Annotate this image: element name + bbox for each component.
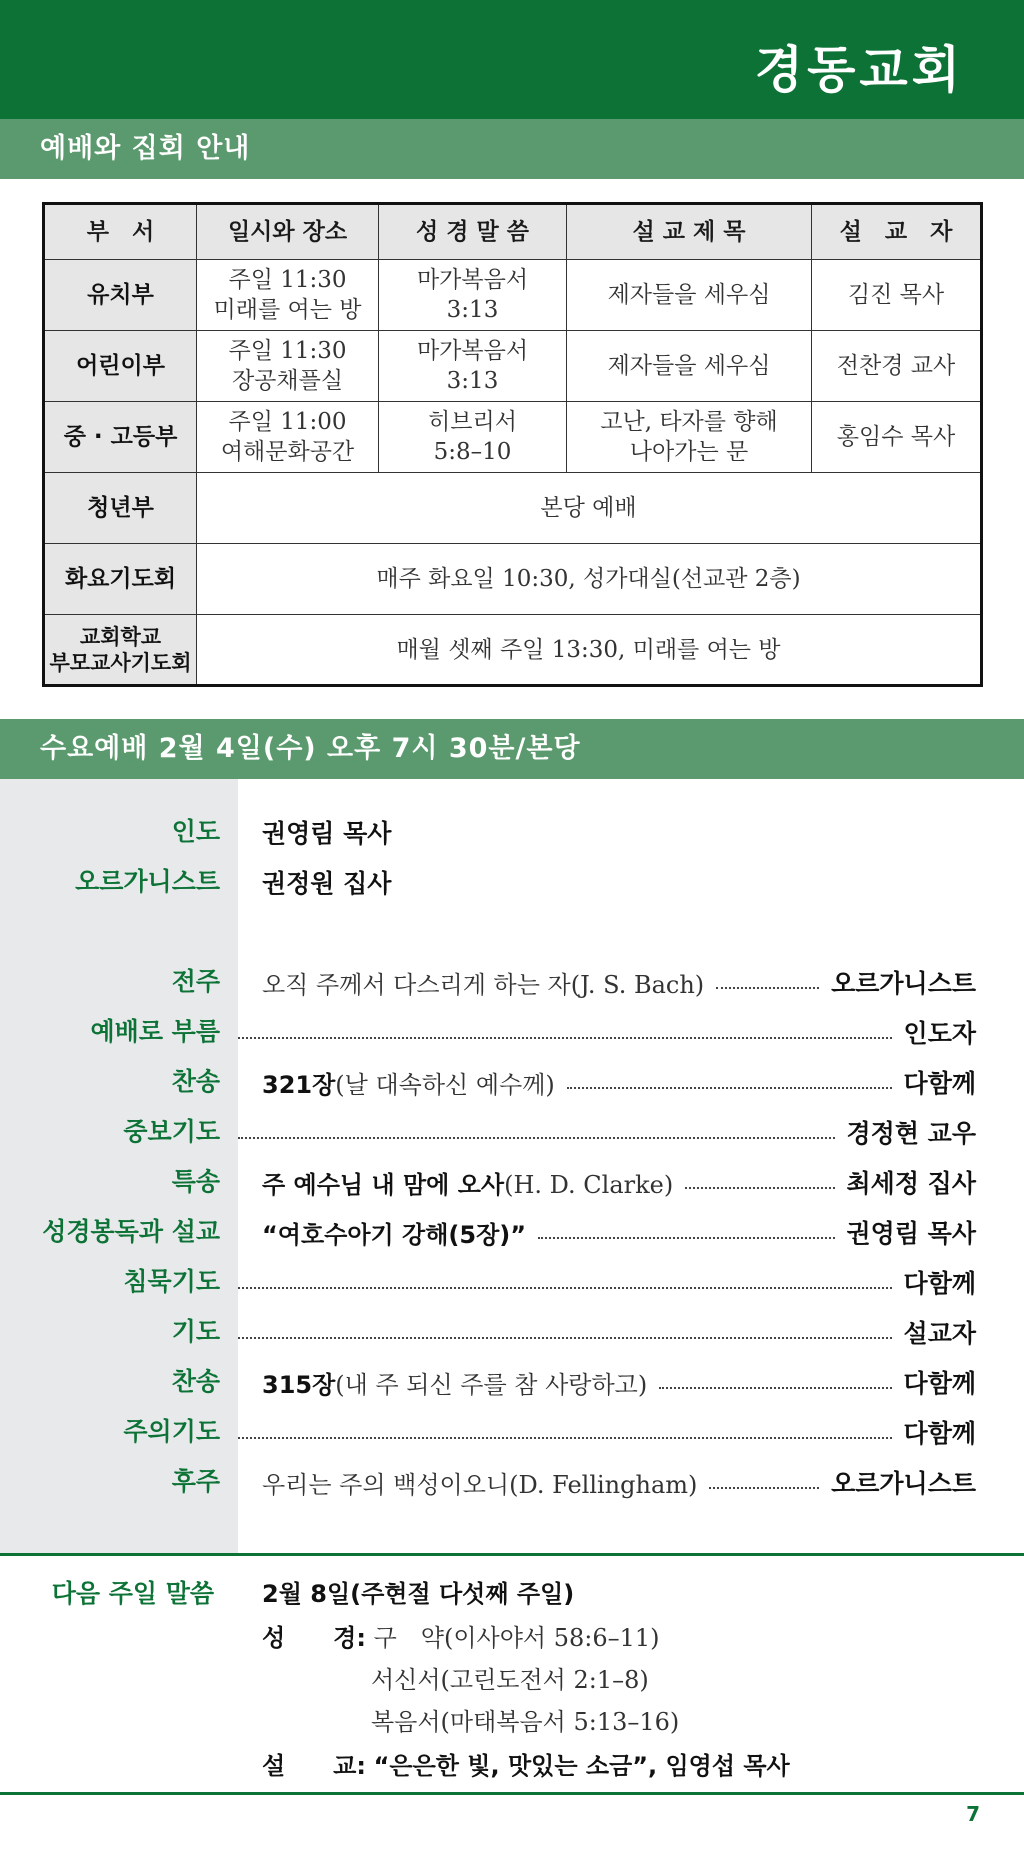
hymn-number: 321장 [262, 1070, 336, 1099]
order-label: 찬송 [171, 1067, 220, 1096]
place-text: 장공채플실 [231, 368, 344, 394]
dot-leader [659, 1387, 891, 1389]
order-label: 성경봉독과 설교 [42, 1217, 220, 1246]
order-performer: 다함께 [903, 1369, 976, 1398]
dept-cell: 유치부 [44, 260, 197, 331]
table-row [44, 331, 982, 402]
order-performer: 경정현 교우 [846, 1119, 976, 1148]
page-number: 7 [966, 1802, 980, 1826]
table-row [44, 544, 982, 615]
sermon-title-cell [567, 260, 812, 331]
time-place-cell [197, 402, 379, 473]
order-item [0, 1407, 1024, 1457]
column-header: 성 경 말 씀 [379, 204, 567, 260]
order-item [0, 1257, 1024, 1307]
ot-label: 구 약 [373, 1624, 444, 1652]
leader-name: 권정원 집사 [262, 869, 392, 898]
order-performer: 최세정 집사 [846, 1169, 976, 1198]
dept-cell: 어린이부 [44, 331, 197, 402]
scripture-verse: 5:8–10 [433, 439, 512, 465]
next-sunday [0, 1556, 1024, 1792]
order-item [0, 957, 1024, 1007]
table-row [44, 473, 982, 544]
time-place-cell [197, 260, 379, 331]
order-performer: 다함께 [903, 1419, 976, 1448]
dot-leader [238, 1137, 835, 1139]
dot-leader [238, 1437, 892, 1439]
scripture-book: 마가복음서 [416, 338, 529, 364]
service-order [0, 779, 1024, 1553]
order-item [0, 1207, 1024, 1257]
scripture-book: 마가복음서 [416, 267, 529, 293]
scripture-cell [379, 260, 567, 331]
order-label: 중보기도 [123, 1117, 220, 1146]
dot-leader [238, 1337, 892, 1339]
order-performer: 오르가니스트 [831, 1469, 976, 1498]
dot-leader [238, 1287, 892, 1289]
order-text: (내 주 되신 주를 참 사랑하고) [335, 1370, 648, 1399]
dot-leader [709, 1487, 819, 1489]
sermon-title-line2: 나아가는 문 [629, 439, 749, 465]
order-label: 침묵기도 [123, 1267, 220, 1296]
order-text: (날 대속하신 예수께) [335, 1070, 555, 1099]
order-item [0, 1307, 1024, 1357]
order-performer: 인도자 [903, 1019, 976, 1048]
dept-line1: 교회학교 [79, 624, 162, 649]
sermon-line [262, 1746, 790, 1781]
order-item [0, 1107, 1024, 1157]
dept-cell: 청년부 [44, 473, 197, 544]
dot-leader [538, 1237, 835, 1239]
scripture-cell [379, 331, 567, 402]
gospel-reading: 복음서(마태복음서 5:13–16) [371, 1708, 680, 1736]
church-name: 경동교회 [754, 41, 964, 99]
order-label: 후주 [171, 1467, 220, 1496]
order-text: 오직 주께서 다스리게 하는 자(J. S. Bach) [262, 970, 705, 999]
preacher-cell: 김진 목사 [812, 260, 982, 331]
order-item [0, 1007, 1024, 1057]
table-row [44, 260, 982, 331]
schedule-table [42, 202, 983, 687]
next-sunday-date: 2월 8일(주현절 다섯째 주일) [262, 1580, 575, 1608]
table-row [44, 615, 982, 686]
scripture-line [262, 1618, 660, 1653]
order-text: 우리는 주의 백성이오니(D. Fellingham) [262, 1470, 698, 1499]
order-label: 전주 [171, 967, 220, 996]
dot-leader [685, 1187, 834, 1189]
sermon-title-line1: 제자들을 세우심 [607, 282, 771, 308]
sermon-title-cell [567, 331, 812, 402]
order-label: 주의기도 [123, 1417, 220, 1446]
dept-cell: 화요기도회 [44, 544, 197, 615]
leader-row [0, 857, 1024, 907]
order-label: 특송 [171, 1167, 220, 1196]
section-title-services: 예배와 집회 안내 [0, 119, 1024, 179]
preacher-cell: 전찬경 교사 [812, 331, 982, 402]
column-header: 일시와 장소 [197, 204, 379, 260]
scripture-cell [379, 402, 567, 473]
order-item [0, 1057, 1024, 1107]
sermon-label: 설 교: [262, 1752, 366, 1780]
column-header: 부 서 [44, 204, 197, 260]
merged-info-cell: 본당 예배 [197, 473, 982, 544]
order-item [0, 1357, 1024, 1407]
special-song-title: 주 예수님 내 맘에 오사 [262, 1170, 505, 1199]
time-text: 주일 11:30 [228, 338, 347, 364]
time-text: 주일 11:30 [228, 267, 347, 293]
order-item [0, 1457, 1024, 1507]
sermon-title-cell [567, 402, 812, 473]
table-row [44, 402, 982, 473]
scripture-verse: 3:13 [446, 368, 499, 394]
order-performer: 오르가니스트 [831, 969, 976, 998]
leader-row [0, 807, 1024, 857]
dept-cell: 중 · 고등부 [44, 402, 197, 473]
merged-info-cell: 매주 화요일 10:30, 성가대실(선교관 2층) [197, 544, 982, 615]
dept-cell [44, 615, 197, 686]
table-header-row [44, 204, 982, 260]
order-label: 기도 [171, 1317, 220, 1346]
place-text: 미래를 여는 방 [213, 297, 362, 323]
time-text: 주일 11:00 [228, 409, 347, 435]
dot-leader [716, 987, 819, 989]
dept-line2: 부모교사기도회 [49, 650, 192, 675]
sermon-info: “은은한 빛, 맛있는 소금”, 임영섭 목사 [373, 1752, 790, 1780]
column-header: 설 교 자 [812, 204, 982, 260]
merged-info-cell: 매월 셋째 주일 13:30, 미래를 여는 방 [197, 615, 982, 686]
order-label: 예배로 부름 [90, 1017, 220, 1046]
leader-label: 인도 [171, 817, 220, 846]
scripture-verse: 3:13 [446, 297, 499, 323]
hymn-number: 315장 [262, 1370, 336, 1399]
time-place-cell [197, 331, 379, 402]
column-header: 설 교 제 목 [567, 204, 812, 260]
sermon-title-line1: 제자들을 세우심 [607, 353, 771, 379]
ot-reading: (이사야서 58:6–11) [443, 1624, 660, 1652]
order-performer: 설교자 [903, 1319, 976, 1348]
scripture-book: 히브리서 [428, 409, 517, 435]
footer-divider [0, 1792, 1024, 1795]
sermon-title: “여호수아기 강해(5장)” [262, 1220, 527, 1249]
scripture-label: 성 경: [262, 1624, 366, 1652]
epistle-reading: 서신서(고린도전서 2:1–8) [371, 1666, 649, 1694]
dot-leader [567, 1087, 892, 1089]
order-performer: 다함께 [903, 1069, 976, 1098]
header-band [0, 0, 1024, 119]
order-item [0, 1157, 1024, 1207]
sermon-title-line1: 고난, 타자를 향해 [600, 409, 778, 435]
order-performer: 권영림 목사 [846, 1219, 976, 1248]
leader-label: 오르가니스트 [75, 867, 220, 896]
next-sunday-label: 다음 주일 말씀 [51, 1579, 214, 1608]
dot-leader [238, 1037, 892, 1039]
section-title-wednesday: 수요예배 2월 4일(수) 오후 7시 30분/본당 [0, 719, 1024, 779]
place-text: 여해문화공간 [220, 439, 355, 465]
order-label: 찬송 [171, 1367, 220, 1396]
order-performer: 다함께 [903, 1269, 976, 1298]
order-text: (H. D. Clarke) [504, 1170, 674, 1199]
preacher-cell: 홍임수 목사 [812, 402, 982, 473]
leader-name: 권영림 목사 [262, 819, 392, 848]
